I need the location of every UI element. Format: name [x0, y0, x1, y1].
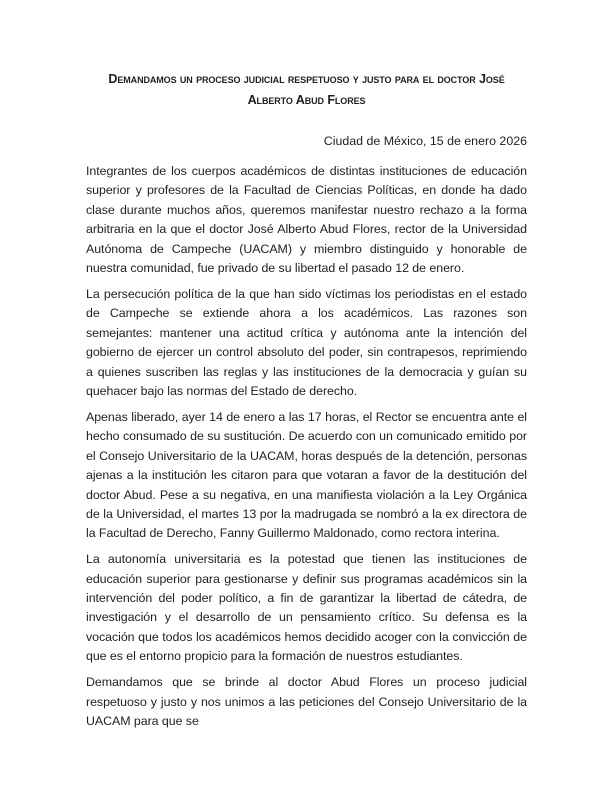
- document-title-line-1: Demandamos un proceso judicial respetuoso y justo para el doctor José: [108, 72, 505, 86]
- document-title-line-2: Alberto Abud Flores: [247, 93, 366, 107]
- paragraph-demand: Demandamos que se brinde al doctor Abud Flores un proceso judicial respetuoso y justo y nos unimos a las peticiones del Consejo Universitario de la UACAM para que se: [86, 675, 527, 728]
- dateline: Ciudad de México, 15 de enero 2026: [323, 134, 527, 148]
- paragraph-persecution: La persecución política de la que han sido víctimas los periodistas en el estado de Campeche se extiende ahora a los académicos. Las razones son semejantes: mantener una actitud crítica y autónoma ante la intención del gobierno de ejercer un control absoluto del poder, sin contrapesos, reprimiendo a quienes suscriben las reglas y las instituciones de la democracia y guían su quehacer bajo las normas del Estado de derecho.: [86, 286, 527, 398]
- paragraph-autonomy: La autonomía universitaria es la potestad que tienen las instituciones de educación superior para gestionarse y definir sus programas académicos sin la intervención del poder político, a fin de garantizar la libertad de cátedra, de investigación y el desarrollo de un pensamiento crítico. Su defensa es la vocación que todos los académicos hemos decidido acoger con la convicción de que es el entorno propicio para la formación de nuestros estudiantes.: [86, 552, 527, 664]
- letter-body: [86, 162, 527, 731]
- document-title: [86, 69, 527, 111]
- paragraph-substitution: Apenas liberado, ayer 14 de enero a las 17 horas, el Rector se encuentra ante el hecho consumado de su sustitución. De acuerdo con un comunicado emitido por el Consejo Universitario de la UACAM, horas después de la detención, personas ajenas a la institución les citaron para que votaran a favor de la destitución del doctor Abud. Pese a su negativa, en una manifiesta violación a la Ley Orgánica de la Universidad, el martes 13 por la madrugada se nombró a la ex directora de la Facultad de Derecho, Fanny Guillermo Maldonado, como rectora interina.: [86, 409, 527, 541]
- paragraph-opening: Integrantes de los cuerpos académicos de distintas instituciones de educación superior y profesores de la Facultad de Ciencias Políticas, en donde ha dado clase durante muchos años, queremos manifestar nuestro rechazo a la forma arbitraria en la que el doctor José Alberto Abud Flores, rector de la Universidad Autónoma de Campeche (UACAM) y miembro distinguido y honorable de nuestra comunidad, fue privado de su libertad el pasado 12 de enero.: [86, 164, 527, 276]
